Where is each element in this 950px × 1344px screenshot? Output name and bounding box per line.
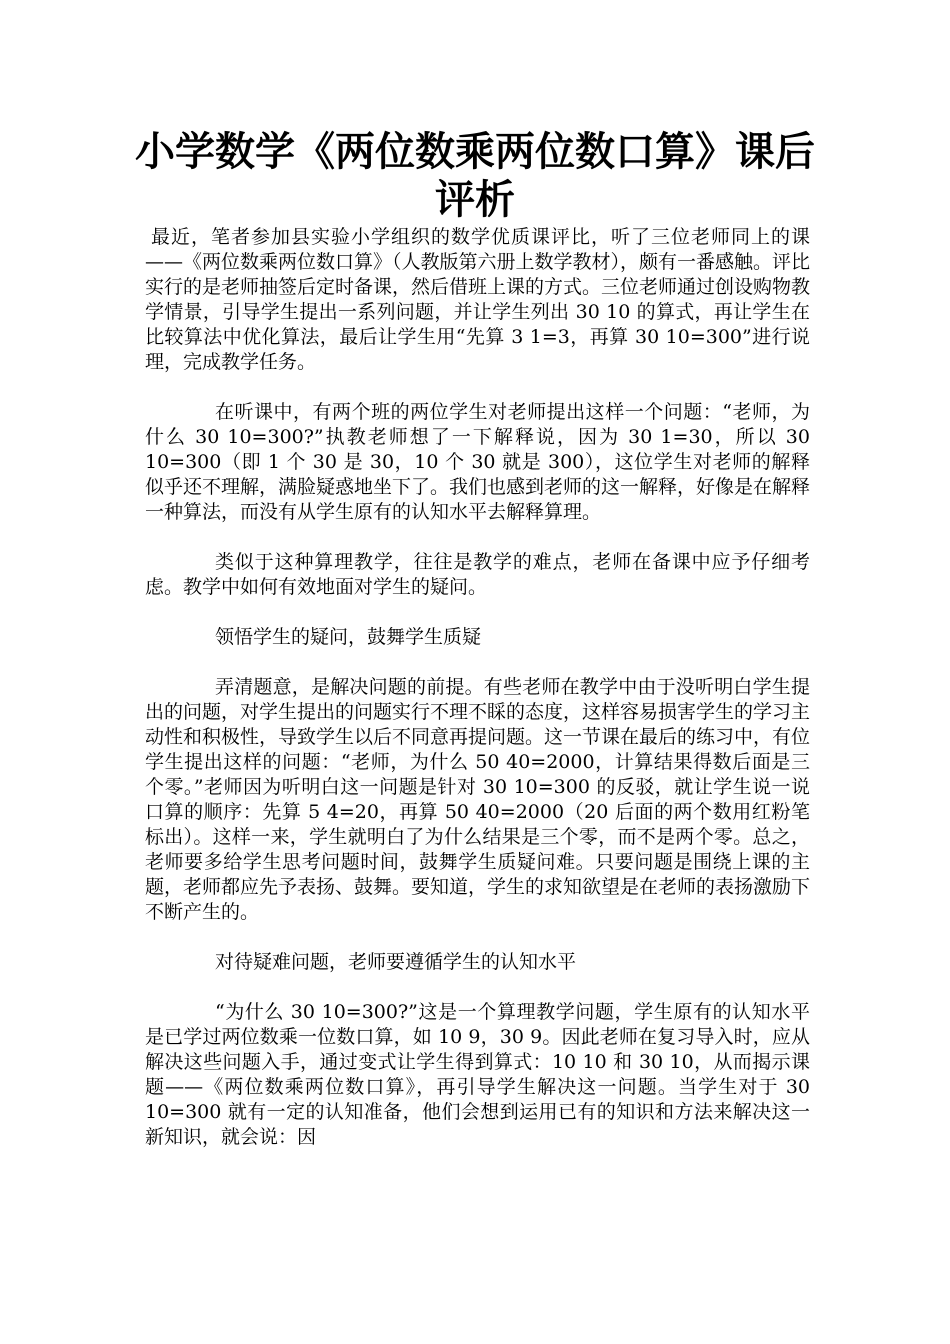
section-heading-encourage-questions: 领悟学生的疑问，鼓舞学生质疑 xyxy=(215,626,482,648)
paragraph-intro: 最近，笔者参加县实验小学组织的数学优质课评比，听了三位老师同上的课——《两位数乘两位数口算》（人教版第六册上数学教材），颇有一番感触。评比实行的是老师抽签后定时备课，然后借班上课的方式。三位老师通过创设购物教学情景，引导学生提出一系列问题，并让学生列出 30 10 的算式，再让学生在比较算法中优化算法，最后让学生用“先算 3 1=3，再算 30 10=300”进行说理，完成教学任务。 xyxy=(145,226,811,373)
section-heading-cognitive-level: 对待疑难问题，老师要遵循学生的认知水平 xyxy=(215,951,577,973)
paragraph-student-question: 在听课中，有两个班的两位学生对老师提出这样一个问题：“老师，为什么 30 10=300?”执教老师想了一下解释说，因为 30 1=30，所以 30 10=300（即 1 个 30 是 30，10 个 30 就是 300），这位学生对老师的解释似乎还不理解，满脸疑惑地坐下了。我们也感到老师的这一解释，好像是在解释一种算法，而没有从学生原有的认知水平去解释算理。 xyxy=(145,401,811,523)
paragraph-arithmetic-reasoning: “为什么 30 10=300?”这是一个算理教学问题，学生原有的认知水平是已学过两位数乘一位数口算，如 10 9，30 9。因此老师在复习导入时，应从解决这些问题入手，通过变式让学生得到算式：10 10 和 30 10，从而揭示课题——《两位数乘两位数口算》，再引导学生解决这一问题。当学生对于 30 10=300 就有一定的认知准备，他们会想到运用已有的知识和方法来解决这一新知识，就会说：因 xyxy=(145,1001,810,1148)
document-title: 小学数学《两位数乘两位数口算》课后评析 xyxy=(135,128,815,223)
document-body xyxy=(145,225,810,1150)
paragraph-teaching-difficulty: 类似于这种算理教学，往往是教学的难点，老师在备课中应予仔细考虑。教学中如何有效地面对学生的疑问。 xyxy=(145,551,810,598)
paragraph-understand-question: 弄清题意，是解决问题的前提。有些老师在教学中由于没听明白学生提出的问题，对学生提出的问题实行不理不睬的态度，这样容易损害学生的学习主动性和积极性，导致学生以后不同意再提问题。这一节课在最后的练习中，有位学生提出这样的问题：“老师，为什么 50 40=2000，计算结果得数后面是三个零。”老师因为听明白这一问题是针对 30 10=300 的反驳，就让学生说一说口算的顺序：先算 5 4=20，再算 50 40=2000（20 后面的两个数用红粉笔标出）。这样一来，学生就明白了为什么结果是三个零，而不是两个零。总之，老师要多给学生思考问题时间，鼓舞学生质疑问难。只要问题是围绕上课的主题，老师都应先予表扬、鼓舞。要知道，学生的求知欲望是在老师的表扬激励下不断产生的。 xyxy=(145,676,811,923)
